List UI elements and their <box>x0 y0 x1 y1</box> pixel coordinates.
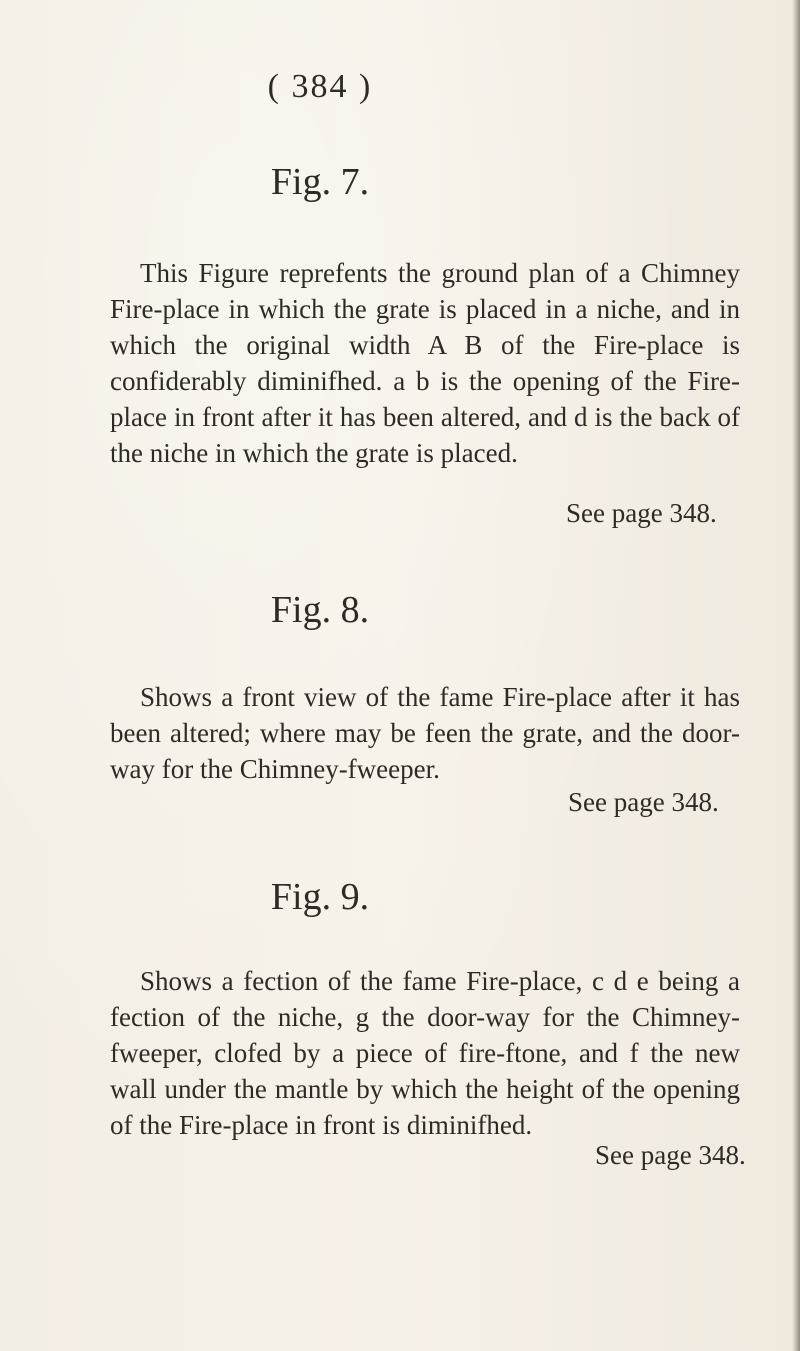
figure-8-heading: Fig. 8. <box>270 589 370 631</box>
figure-9-heading: Fig. 9. <box>270 876 370 918</box>
figure-7-description: This Figure reprefents the ground plan of a Chimney Fire-place in which the grate is placed in a niche, and in which the original width A B of the Fire-place is confiderably diminifhed. a b is the opening of the Fire-place in front after it has been altered, and d is the back of the niche in which the grate is placed. <box>110 258 740 468</box>
figure-9-description: Shows a fection of the fame Fire-place, c d e being a fection of the niche, g the door-way for the Chimney-fweeper, clofed by a piece of fire-ftone, and f the new wall under the mantle by which the height of the opening of the Fire-place in front is diminifhed. <box>110 966 740 1140</box>
figure-7-heading: Fig. 7. <box>270 161 370 203</box>
figure-8-page-reference: See page 348. <box>568 787 719 817</box>
figure-9-page-reference: See page 348. <box>595 1140 746 1170</box>
figure-7-page-reference: See page 348. <box>566 498 717 528</box>
page-edge-shadow <box>792 0 800 1351</box>
page-number: ( 384 ) <box>267 68 373 105</box>
figure-8-description: Shows a front view of the fame Fire-place after it has been altered; where may be feen the grate, and the door-way for the Chimney-fweeper. <box>110 682 740 784</box>
